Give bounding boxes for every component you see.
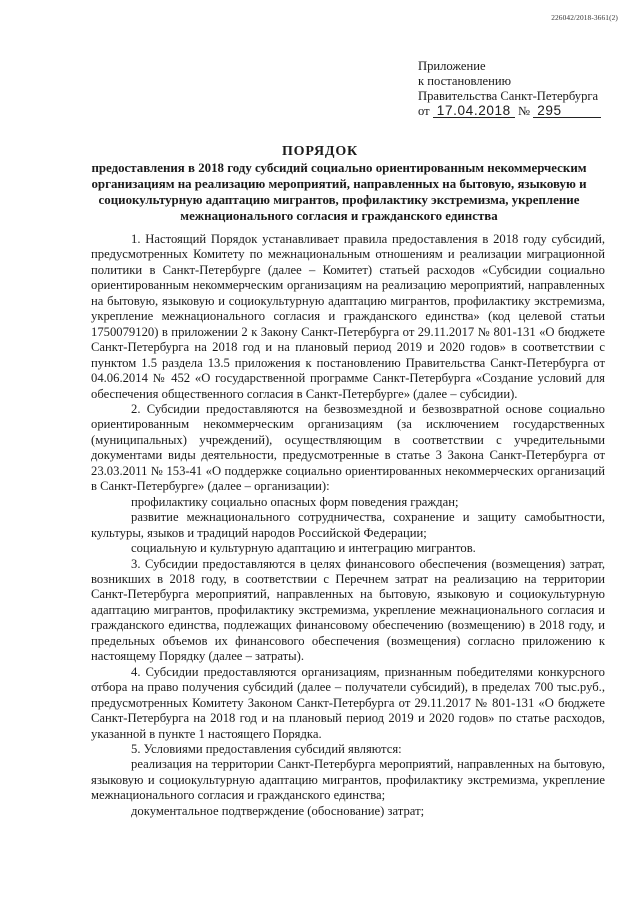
number-sign: № [518,104,531,118]
paragraph: 3. Субсидии предоставляются в целях финансового обеспечения (возмещения) затрат, возникших в 2018 году, в соответствии с Перечнем затрат на реализацию на территории Санкт-Петербурга мероприятий, направленных на бытовую, языковую и социокультурную адаптацию мигрантов, профилактику экстремизма, укрепление межнационального согласия и гражданского единства, подлежащих финансовому обеспечению (возмещению) в 2018 году, и предельных объемов их финансового обеспечения (возмещения) согласно приложению к настоящему Порядку (далее – затраты). [91,556,605,664]
document-body [91,232,605,819]
appendix-line: Приложение [418,59,486,73]
paragraph: социальную и культурную адаптацию и интеграцию мигрантов. [131,541,476,556]
document-title: ПОРЯДОК [281,144,359,159]
handwritten-date: 17.04.2018 [433,104,515,118]
date-prefix: от [418,104,430,118]
document-subtitle: предоставления в 2018 году субсидий социально ориентированным некоммерческим организациям на реализацию мероприятий, направленных на бытовую, языковую и социокультурную адаптацию мигрантов, профилактику экстремизма, укрепление межнационального согласия и гражданского единства [91,161,587,224]
paragraph: 4. Субсидии предоставляются организациям, признанным победителями конкурсного отбора на право получения субсидий (далее – получатели субсидий), в пределах 700 тыс.руб., предусмотренных Комитету Законом Санкт-Петербурга от 29.11.2017 № 801-131 «О бюджете Санкт-Петербурга на 2018 год и на плановый период 2019 и 2020 годов» по статье расходов, указанной в пункте 1 настоящего Порядка. [91,664,605,741]
document-id: 226042/2018-3661(2) [551,13,618,22]
paragraph: профилактику социально опасных форм поведения граждан; [131,494,459,509]
paragraph: документальное подтверждение (обоснование) затрат; [131,803,425,818]
paragraph: 2. Субсидии предоставляются на безвозмездной и безвозвратной основе социально ориентированным некоммерческим организациям (за исключением государственных (муниципальных) учреждений), осуществляющим в соответствии с учредительными документами виды деятельности, предусмотренные в статье 3 Закона Санкт-Петербурга от 23.03.2011 № 153-41 «О поддержке социально ориентированных некоммерческих организаций в Санкт-Петербурге» (далее – организации): [91,401,605,494]
appendix-date-line [418,104,601,119]
paragraph: развитие межнационального сотрудничества, сохранение и защиту самобытности, культуры, языков и традиций народов Российской Федерации; [91,510,605,540]
appendix-block [418,59,601,119]
paragraph: 5. Условиями предоставления субсидий являются: [131,741,402,756]
appendix-line: к постановлению [418,74,512,88]
handwritten-number: 295 [533,104,601,118]
paragraph: реализация на территории Санкт-Петербурга мероприятий, направленных на бытовую, языковую и социокультурную адаптацию мигрантов, профилактику экстремизма, укрепление межнационального согласия и гражданского единства; [91,757,605,803]
paragraph: 1. Настоящий Порядок устанавливает правила предоставления в 2018 году субсидий, предусмотренных Комитету по межнациональным отношениям и реализации миграционной политики в Санкт-Петербурге (далее – Комитет) статьей расходов «Субсидии социально ориентированным некоммерческим организациям на реализацию мероприятий, направленных на бытовую, языковую и социокультурную адаптацию мигрантов, профилактику экстремизма, укрепление межнационального согласия и гражданского единства» (код целевой статьи 1750079120) в приложении 2 к Закону Санкт-Петербурга от 29.11.2017 № 801-131 «О бюджете Санкт-Петербурга на 2018 год и на плановый период 2019 и 2020 годов» в соответствии с пунктом 1.5 раздела 13.5 приложения к постановлению Правительства Санкт-Петербурга от 04.06.2014 № 452 «О государственной программе Санкт-Петербурга «Создание условий для обеспечения общественного согласия в Санкт-Петербурге» (далее – субсидии). [91,232,605,401]
appendix-line: Правительства Санкт-Петербурга [418,89,599,103]
